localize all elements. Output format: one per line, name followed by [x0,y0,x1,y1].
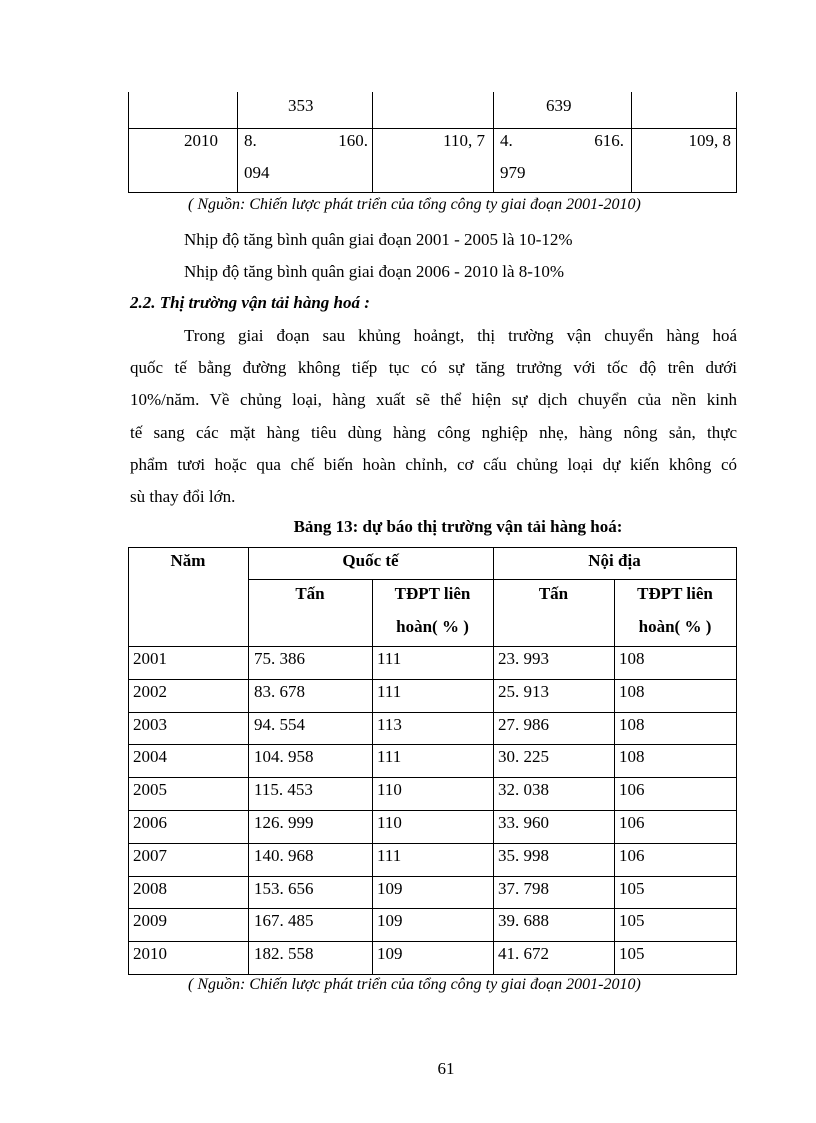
table-rule [128,192,737,193]
cell-intl-tons: 104. 958 [254,747,314,767]
cell-intl-rate: 111 [377,845,402,865]
cell-intl-rate: 109 [377,944,403,964]
header-rate [614,584,736,637]
header-rate-line: hoàn( % ) [396,617,469,636]
cell-intl-tons: 140. 968 [254,845,314,865]
paragraph-line: quốc tế bằng đường không tiếp tục có sự tăng trưởng với tốc độ trên dưới [130,358,737,377]
source-note: ( Nguồn: Chiến lược phát triển của tổng công ty giai đoạn 2001-2010) [188,976,641,993]
header-rate [372,584,493,637]
cell-line: 094 [244,163,270,182]
table-rule [128,974,737,975]
table-rule [128,876,737,877]
header-tons: Tấn [538,584,569,603]
cell-year: 2009 [133,911,167,931]
paragraph-line: phẩm tươi hoặc qua chế biến hoàn chỉnh, cơ cấu chủng loại dự kiến không có [130,455,737,474]
cell-domestic-rate: 108 [619,714,645,734]
source-note: ( Nguồn: Chiến lược phát triển của tổng công ty giai đoạn 2001-2010) [188,196,641,213]
section-heading: 2.2. Thị trường vận tải hàng hoá : [130,293,370,312]
cell-intl-tons: 94. 554 [254,714,305,734]
cell-intl-tons: 83. 678 [254,681,305,701]
header-rate-line: TĐPT liên [394,584,471,603]
cell-domestic-rate: 105 [619,878,645,898]
table-cell [500,131,624,151]
header-tons: Tấn [295,584,325,603]
table-rule [128,679,737,680]
table-rule [128,712,737,713]
table-rule [128,547,129,974]
cell-year: 2002 [133,681,167,701]
header-rate-line: TĐPT liên [637,584,713,603]
cell-domestic-rate: 106 [619,813,645,832]
cell-year: 2001 [133,649,167,668]
cell-intl-rate: 110 [377,780,402,800]
cell-domestic-tons: 25. 913 [498,681,549,701]
table-rule [736,547,737,974]
table-rule [128,547,737,548]
cell-domestic-rate: 108 [619,747,645,767]
cell-domestic-tons: 27. 986 [498,714,549,734]
cell-domestic-tons: 37. 798 [498,878,549,898]
cell-year: 2007 [133,845,167,865]
table-rule [237,92,238,193]
table-rule [128,92,129,193]
cell-domestic-tons: 41. 672 [498,944,549,964]
cell-intl-rate: 110 [377,813,402,832]
cell-line: 979 [500,163,526,182]
table-rule [248,547,249,974]
rate-line: Nhịp độ tăng bình quân giai đoạn 2006 - 2010 là 8-10% [184,262,565,281]
table-rule [128,941,737,942]
table-rule [128,128,737,129]
header-year: Năm [170,551,206,570]
cell-line: 8. 160. [244,131,368,150]
table-rule [736,92,737,193]
cell-domestic-tons: 32. 038 [498,780,549,800]
table-cell: 110, 7 [443,131,485,150]
table-rule [128,777,737,778]
table-title: Bảng 13: dự báo thị trường vận tải hàng hoá: [293,517,623,536]
cell-intl-rate: 109 [377,911,403,931]
cell-intl-tons: 153. 656 [254,878,314,898]
table-cell: 109, 8 [688,131,731,150]
cell-intl-rate: 111 [377,681,402,701]
table-cell [244,131,368,151]
cell-domestic-rate: 108 [619,649,645,668]
cell-domestic-tons: 35. 998 [498,845,549,865]
cell-intl-rate: 113 [377,714,402,734]
cell-intl-tons: 126. 999 [254,813,314,832]
cell-domestic-rate: 105 [619,944,645,964]
page-number: 61 [437,1059,455,1078]
table-rule [128,744,737,745]
cell-intl-rate: 111 [377,649,402,668]
table-rule [128,810,737,811]
cell-year: 2008 [133,878,167,898]
cell-year: 2010 [133,944,167,964]
paragraph-line: Trong giai đoạn sau khủng hoảngt, thị trường vận chuyển hàng hoá [184,326,737,345]
table-cell-year: 2010 [184,131,218,150]
cell-intl-rate: 109 [377,878,403,898]
cell-line: 4. 616. [500,131,624,150]
cell-year: 2005 [133,780,167,800]
table-rule [128,646,737,647]
cell-intl-tons: 167. 485 [254,911,314,931]
header-international: Quốc tế [342,551,399,570]
table-cell: 353 [288,96,314,115]
cell-intl-tons: 115. 453 [254,780,313,800]
cell-domestic-rate: 108 [619,681,645,701]
table-rule [493,547,494,974]
cell-domestic-tons: 23. 993 [498,649,549,668]
cell-intl-tons: 75. 386 [254,649,305,668]
header-rate-line: hoàn( % ) [638,617,712,636]
rate-line: Nhịp độ tăng bình quân giai đoạn 2001 - 2005 là 10-12% [184,230,573,249]
paragraph-line: sù thay đổi lớn. [130,487,236,506]
cell-intl-rate: 111 [377,747,402,767]
cell-domestic-rate: 105 [619,911,645,931]
paragraph-line: 10%/năm. Về chủng loại, hàng xuất sẽ thể hiện sự dịch chuyển của nền kinh [130,390,737,409]
cell-domestic-tons: 33. 960 [498,813,549,832]
cell-intl-tons: 182. 558 [254,944,314,964]
table-cell: 639 [546,96,572,115]
table-rule [493,92,494,193]
cell-domestic-tons: 30. 225 [498,747,549,767]
table-rule [128,908,737,909]
cell-year: 2003 [133,714,167,734]
cell-year: 2004 [133,747,167,767]
table-rule [128,843,737,844]
cell-domestic-rate: 106 [619,845,645,865]
header-domestic: Nội địa [588,551,641,570]
cell-domestic-tons: 39. 688 [498,911,549,931]
cell-domestic-rate: 106 [619,780,645,800]
cell-year: 2006 [133,813,167,832]
paragraph-line: tế sang các mặt hàng tiêu dùng hàng công nghiệp nhẹ, hàng nông sản, thực [130,423,737,442]
